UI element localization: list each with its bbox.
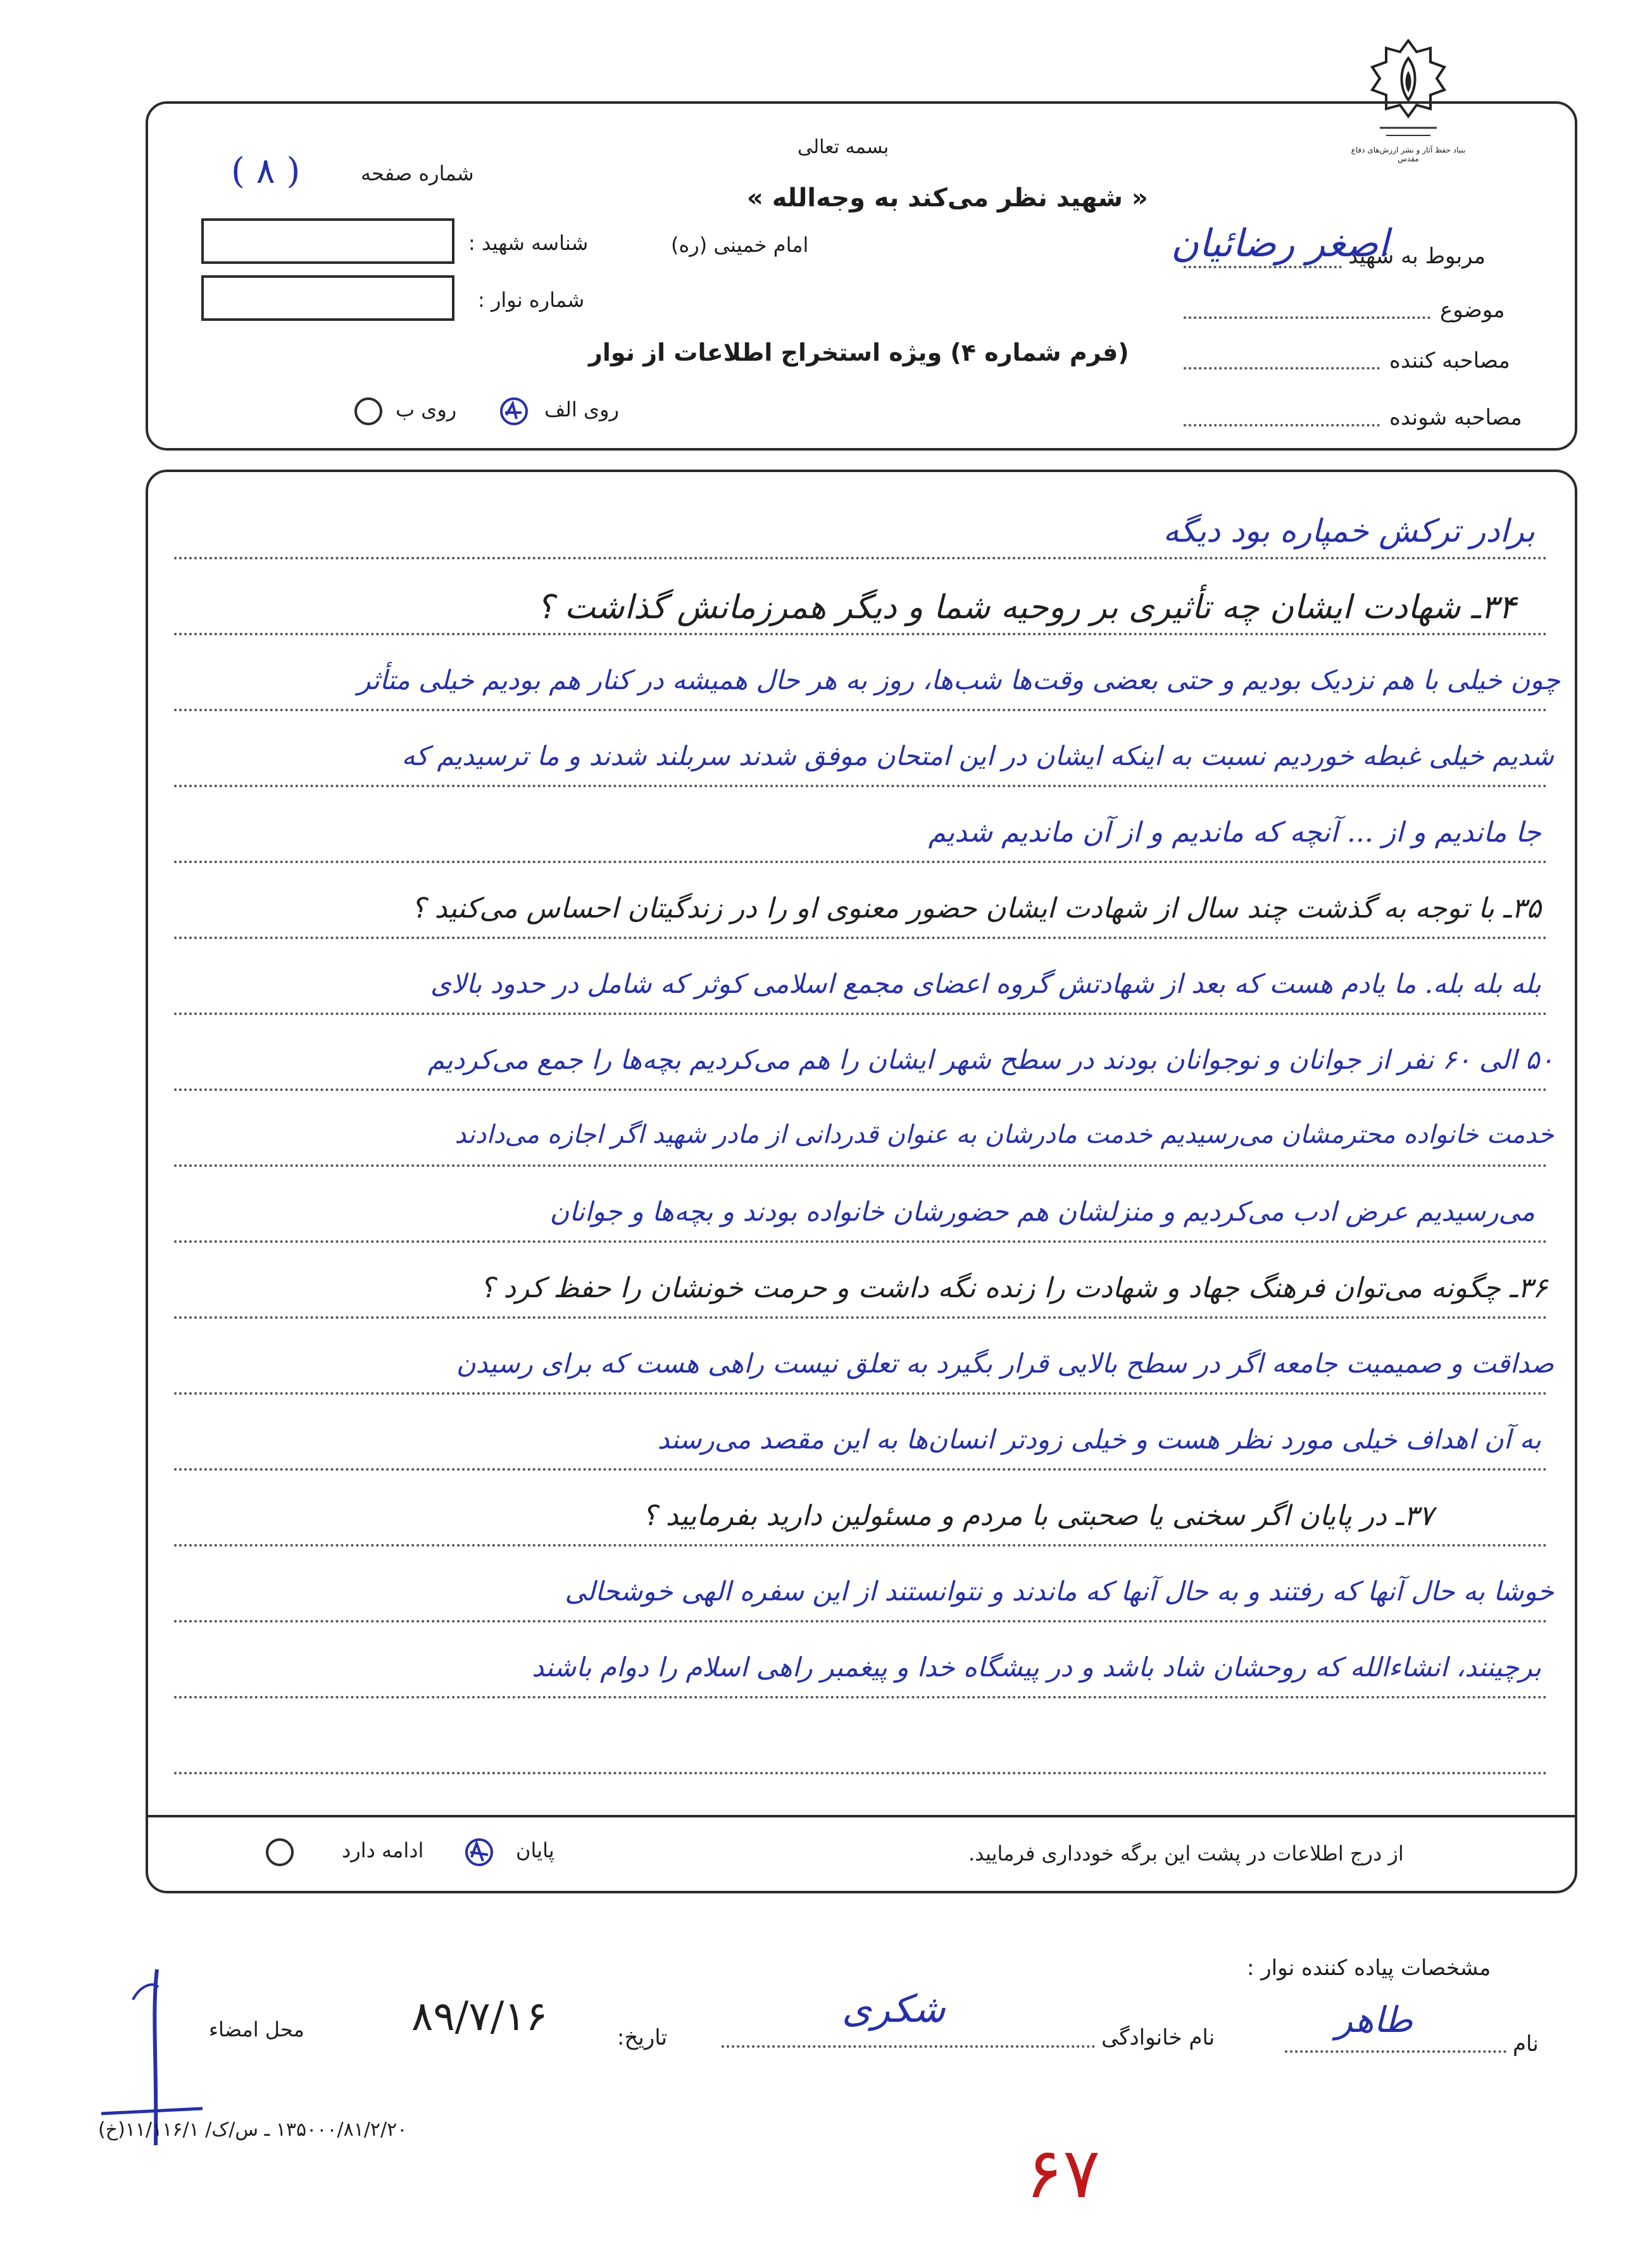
form-motto: « شهید نظر می‌کند به وجه‌الله » [747, 184, 1148, 213]
date-value: ۸۹/۷/۱۶ [411, 1993, 547, 2040]
subject-line [1184, 316, 1430, 319]
related-martyr-line [1184, 266, 1342, 268]
tape-number-field[interactable] [201, 275, 454, 321]
text-line: جا ماندیم و از ... آنچه که ماندیم و از آن ماندیم شدیم [928, 816, 1541, 849]
text-line: ۵۰ الی ۶۰ نفر از جوانان و نوجوانان بودند در سطح شهر ایشان را هم می‌کردیم بچه‌ها را جمع می‌کردیم [427, 1044, 1554, 1075]
side-b-label: روی ب [396, 397, 457, 421]
interviewee-line [1184, 424, 1380, 427]
interviewer-line [1184, 367, 1380, 370]
question-line: ۳۵ـ با توجه به گذشت چند سال از شهادت ایشان حضور معنوی او را در زندگیتان احساس می‌کنید ؟ [411, 892, 1541, 925]
date-label: تاریخ: [617, 2025, 668, 2050]
related-martyr-label: مربوط به شهید [1348, 244, 1486, 269]
side-a-label: روی الف [544, 397, 619, 421]
page-mark: ۶۷ [1025, 2133, 1101, 2214]
question-line: ۳۶ـ چگونه می‌توان فرهنگ جهاد و شهادت را زنده نگه داشت و حرمت خونشان را حفظ کرد ؟ [480, 1272, 1548, 1304]
tape-number-label: شماره نوار : [478, 288, 585, 312]
text-line: به آن اهداف خیلی مورد نظر هست و خیلی زودتر انسان‌ها به این مقصد می‌رسند [657, 1424, 1541, 1455]
name-line [1285, 2050, 1506, 2053]
end-radio[interactable] [465, 1838, 493, 1866]
text-line: خدمت خانواده محترمشان می‌رسیدیم خدمت مادرشان به عنوان قدردانی از مادر شهید اگر اجازه می‌دادند [454, 1120, 1554, 1149]
logo-org-name: بنیاد حفظ آثار و نشر ارزش‌های دفاع مقدس [1351, 146, 1466, 163]
transcriber-section-label: مشخصات پیاده کننده نوار : [1247, 1955, 1491, 1981]
page-number-label: شماره صفحه [361, 161, 474, 185]
bismillah: بسمه تعالی [798, 136, 889, 158]
status-divider [146, 1815, 1577, 1817]
martyr-id-label: شناسه شهید : [468, 231, 589, 255]
imam-attribution: امام خمینی (ره) [671, 233, 809, 257]
text-line: بله بله بله. ما یادم هست که بعد از شهادتش گروه اعضای مجمع اسلامی کوثر که شامل در حدود بالای [430, 968, 1541, 999]
text-line: برچینند، انشاءالله که روحشان شاد باشد و در پیشگاه خدا و پیغمبر راهی اسلام را دوام باشند [532, 1652, 1541, 1683]
text-line: برادر ترکش خمپاره بود دیگه [1163, 513, 1535, 549]
family-value: شکری [842, 1987, 946, 2031]
signature-label: محل امضاء [209, 2017, 304, 2041]
subject-label: موضوع [1440, 297, 1505, 323]
end-label: پایان [516, 1838, 554, 1862]
family-line [722, 2045, 1095, 2048]
text-line: صداقت و صمیمیت جامعه اگر در سطح بالایی قرار بگیرد به تعلق نیست راهی هست که برای رسیدن [456, 1348, 1554, 1379]
handwritten-lines [174, 506, 1560, 1804]
question-line: ۳۴ـ شهادت ایشان چه تأثیری بر روحیه شما و دیگر همرزمانش گذاشت ؟ [536, 589, 1516, 626]
continues-radio[interactable] [266, 1838, 294, 1866]
interviewer-label: مصاحبه کننده [1389, 348, 1510, 373]
text-line: می‌رسیدیم عرض ادب می‌کردیم و منزلشان هم حضورشان خانواده بودند و بچه‌ها و جوانان [549, 1196, 1535, 1227]
name-value: طاهر [1336, 2000, 1413, 2041]
family-label: نام خانوادگی [1101, 2025, 1215, 2050]
form-title: (فرم شماره ۴) ویژه استخراج اطلاعات از نوار [589, 339, 1129, 366]
related-martyr-value: اصغر رضائیان [1171, 221, 1389, 266]
side-a-radio[interactable] [500, 397, 528, 425]
no-back-note: از درج اطلاعات در پشت این برگه خودداری فرمایید. [968, 1841, 1404, 1866]
checkmark-icon [468, 1841, 491, 1864]
checkmark-icon [503, 400, 525, 423]
martyr-id-field[interactable] [201, 218, 454, 264]
form-code: (خ)۱۳۵۰۰۰/۸۱/۲/۲۰ ـ س/ک/ ۱۱/۱۱۶/۱ [98, 2119, 408, 2141]
text-line: چون خیلی با هم نزدیک بودیم و حتی بعضی وقت‌ها شب‌ها، روز به هر حال همیشه در کنار هم بودیم خیلی متأثر [357, 664, 1560, 695]
name-label: نام [1513, 2031, 1539, 2057]
question-line: ۳۷ـ در پایان اگر سخنی یا صحبتی با مردم و مسئولین دارید بفرمایید ؟ [642, 1500, 1434, 1532]
interviewee-label: مصاحبه شونده [1389, 405, 1522, 430]
side-b-radio[interactable] [354, 397, 382, 425]
continues-label: ادامه دارد [342, 1838, 424, 1862]
text-line: شدیم خیلی غبطه خوردیم نسبت به اینکه ایشان در این امتحان موفق شدند سربلند شدند و ما ترسیدیم که [401, 740, 1554, 771]
page-number-value: ( ۸ ) [231, 151, 301, 192]
text-line: خوشا به حال آنها که رفتند و به حال آنها که ماندند و نتوانستند از این سفره الهی خوشحالی [565, 1576, 1554, 1607]
